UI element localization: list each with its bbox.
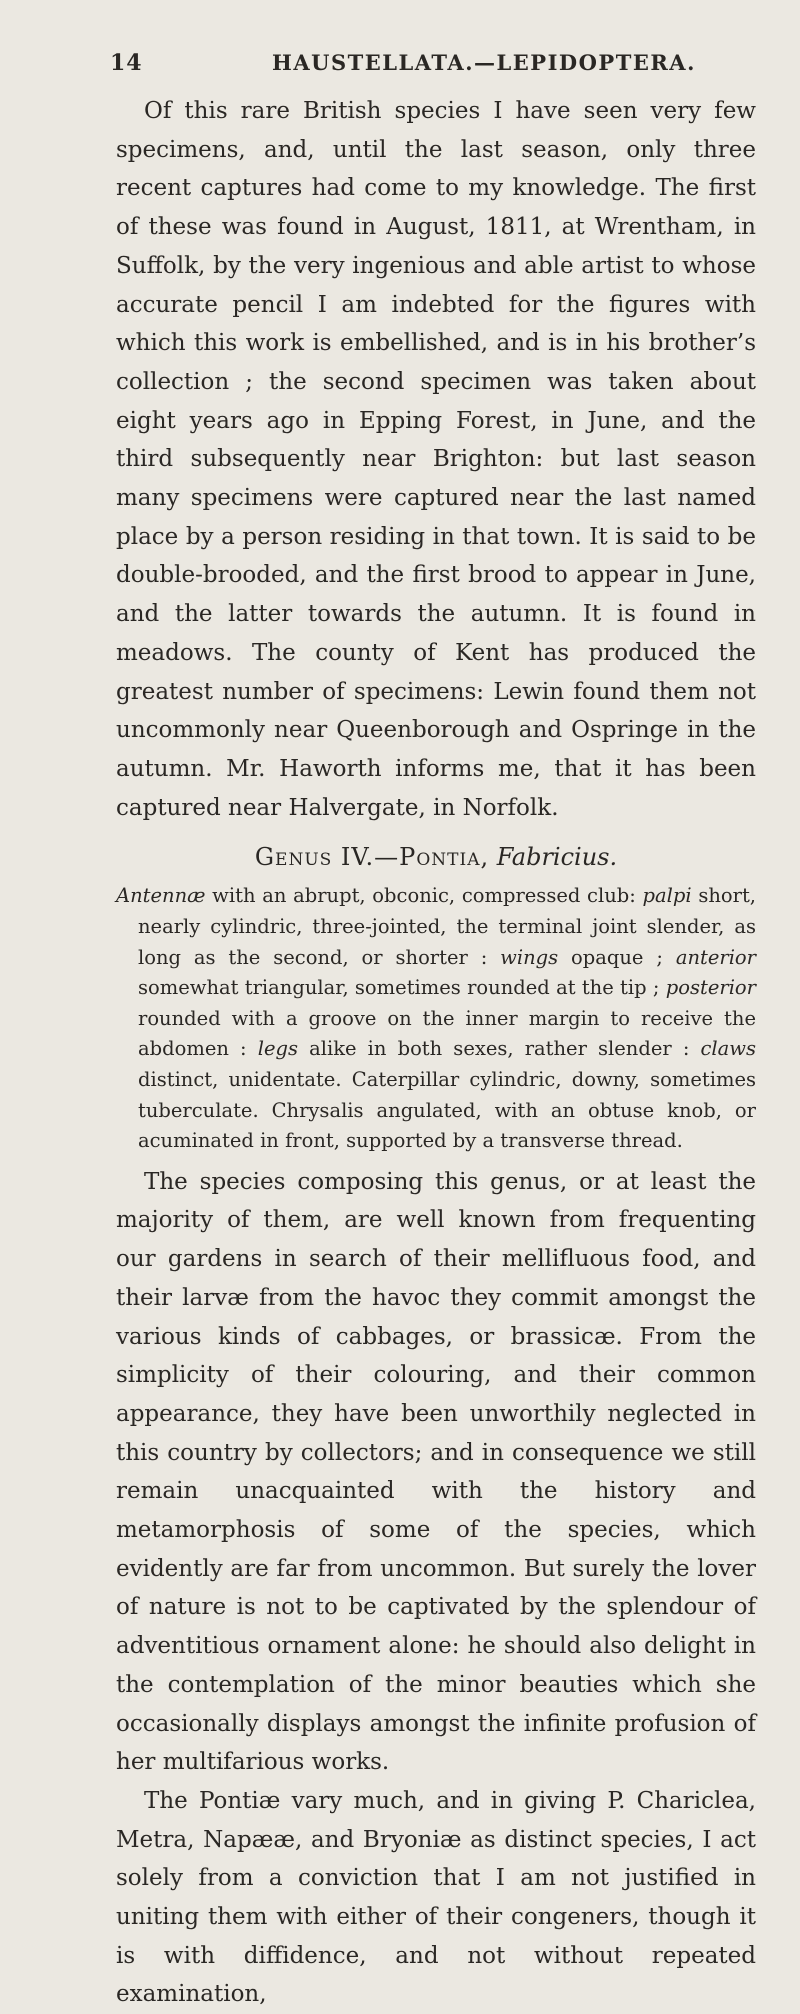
term-anterior: anterior — [675, 945, 756, 969]
paragraph-genus-notes: The species composing this genus, or at least the majority of them, are well known from frequenting our gardens in search of their mellifluous food, and their larvæ from the havoc they commit amongst the various kinds of cabbages, or brassicæ. From the simplicity of their colouring, and their common appearance, they have been unworthily neglected in this country by collectors; and in consequence we still remain unacquainted with the history and metamorphosis of some of the species, which evidently are far from uncommon. But surely the lover of nature is not to be captivated by the splendour of adventitious ornament alone: he should also delight in the contemplation of the minor beauties which she occasionally displays amongst the infinite profusion of her multifarious works. — [116, 1168, 756, 1776]
text-legs: alike in both sexes, rather slender : — [298, 1037, 701, 1061]
term-claws: claws — [700, 1037, 756, 1061]
term-legs: legs — [257, 1037, 298, 1061]
genus-description — [116, 881, 756, 1156]
running-head: HAUSTELLATA.—LEPIDOPTERA. — [272, 50, 696, 75]
page-header — [110, 50, 760, 86]
term-palpi: palpi — [642, 884, 692, 908]
text-claws: distinct, unidentate. Caterpillar cylindric, downy, sometimes tuberculate. Chrysalis angulated, with an obtuse knob, or acuminated in front, supported by a transverse thread. — [138, 1067, 756, 1153]
genus-label: Genus IV.—Pontia, — [254, 843, 490, 872]
paragraph-species-notes: Of this rare British species I have seen very few specimens, and, until the last season, only three recent captures had come to my knowledge. The first of these was found in August, 1811, at Wrentham, in Suffolk, by the very ingenious and able artist to whose accurate pencil I am indebted for the figures with which this work is embellished, and is in his brother’s collection ; the second specimen was taken about eight years ago in Epping Forest, in June, and the third subsequently near Brighton: but last season many specimens were captured near the last named place by a person residing in that town. It is said to be double-brooded, and the first brood to appear in June, and the latter towards the autumn. It is found in meadows. The county of Kent has produced the greatest number of specimens: Lewin found them not uncommonly near Queenborough and Ospringe in the autumn. Mr. Haworth informs me, that it has been captured near Halvergate, in Norfolk. — [116, 98, 756, 821]
term-posterior: posterior — [665, 976, 756, 1000]
term-antennae: Antennæ — [116, 884, 206, 908]
body-text — [116, 92, 756, 2014]
paragraph-pontiae-variation: The Pontiæ vary much, and in giving P. Chariclea, Metra, Napææ, and Bryoniæ as distinct species, I act solely from a conviction that I am not justified in uniting them with either of their congeners, though it is with diffidence, and not without repeated examination, — [116, 1787, 756, 2008]
genus-author: Fabricius. — [496, 843, 618, 872]
text-wings: opaque ; — [558, 945, 676, 969]
text-posterior: rounded with a groove on the inner margin to receive the abdomen : — [138, 1006, 756, 1061]
text-anterior: somewhat triangular, sometimes rounded at the tip ; — [138, 976, 666, 1000]
text-antennae: with an abrupt, obconic, compressed club: — [205, 884, 643, 908]
page-number: 14 — [110, 50, 143, 76]
term-wings: wings — [500, 945, 559, 969]
text-palpi: short, nearly cylindric, three-jointed, the terminal joint slender, as long as the second, or shorter : — [138, 884, 756, 969]
genus-heading — [116, 839, 756, 875]
